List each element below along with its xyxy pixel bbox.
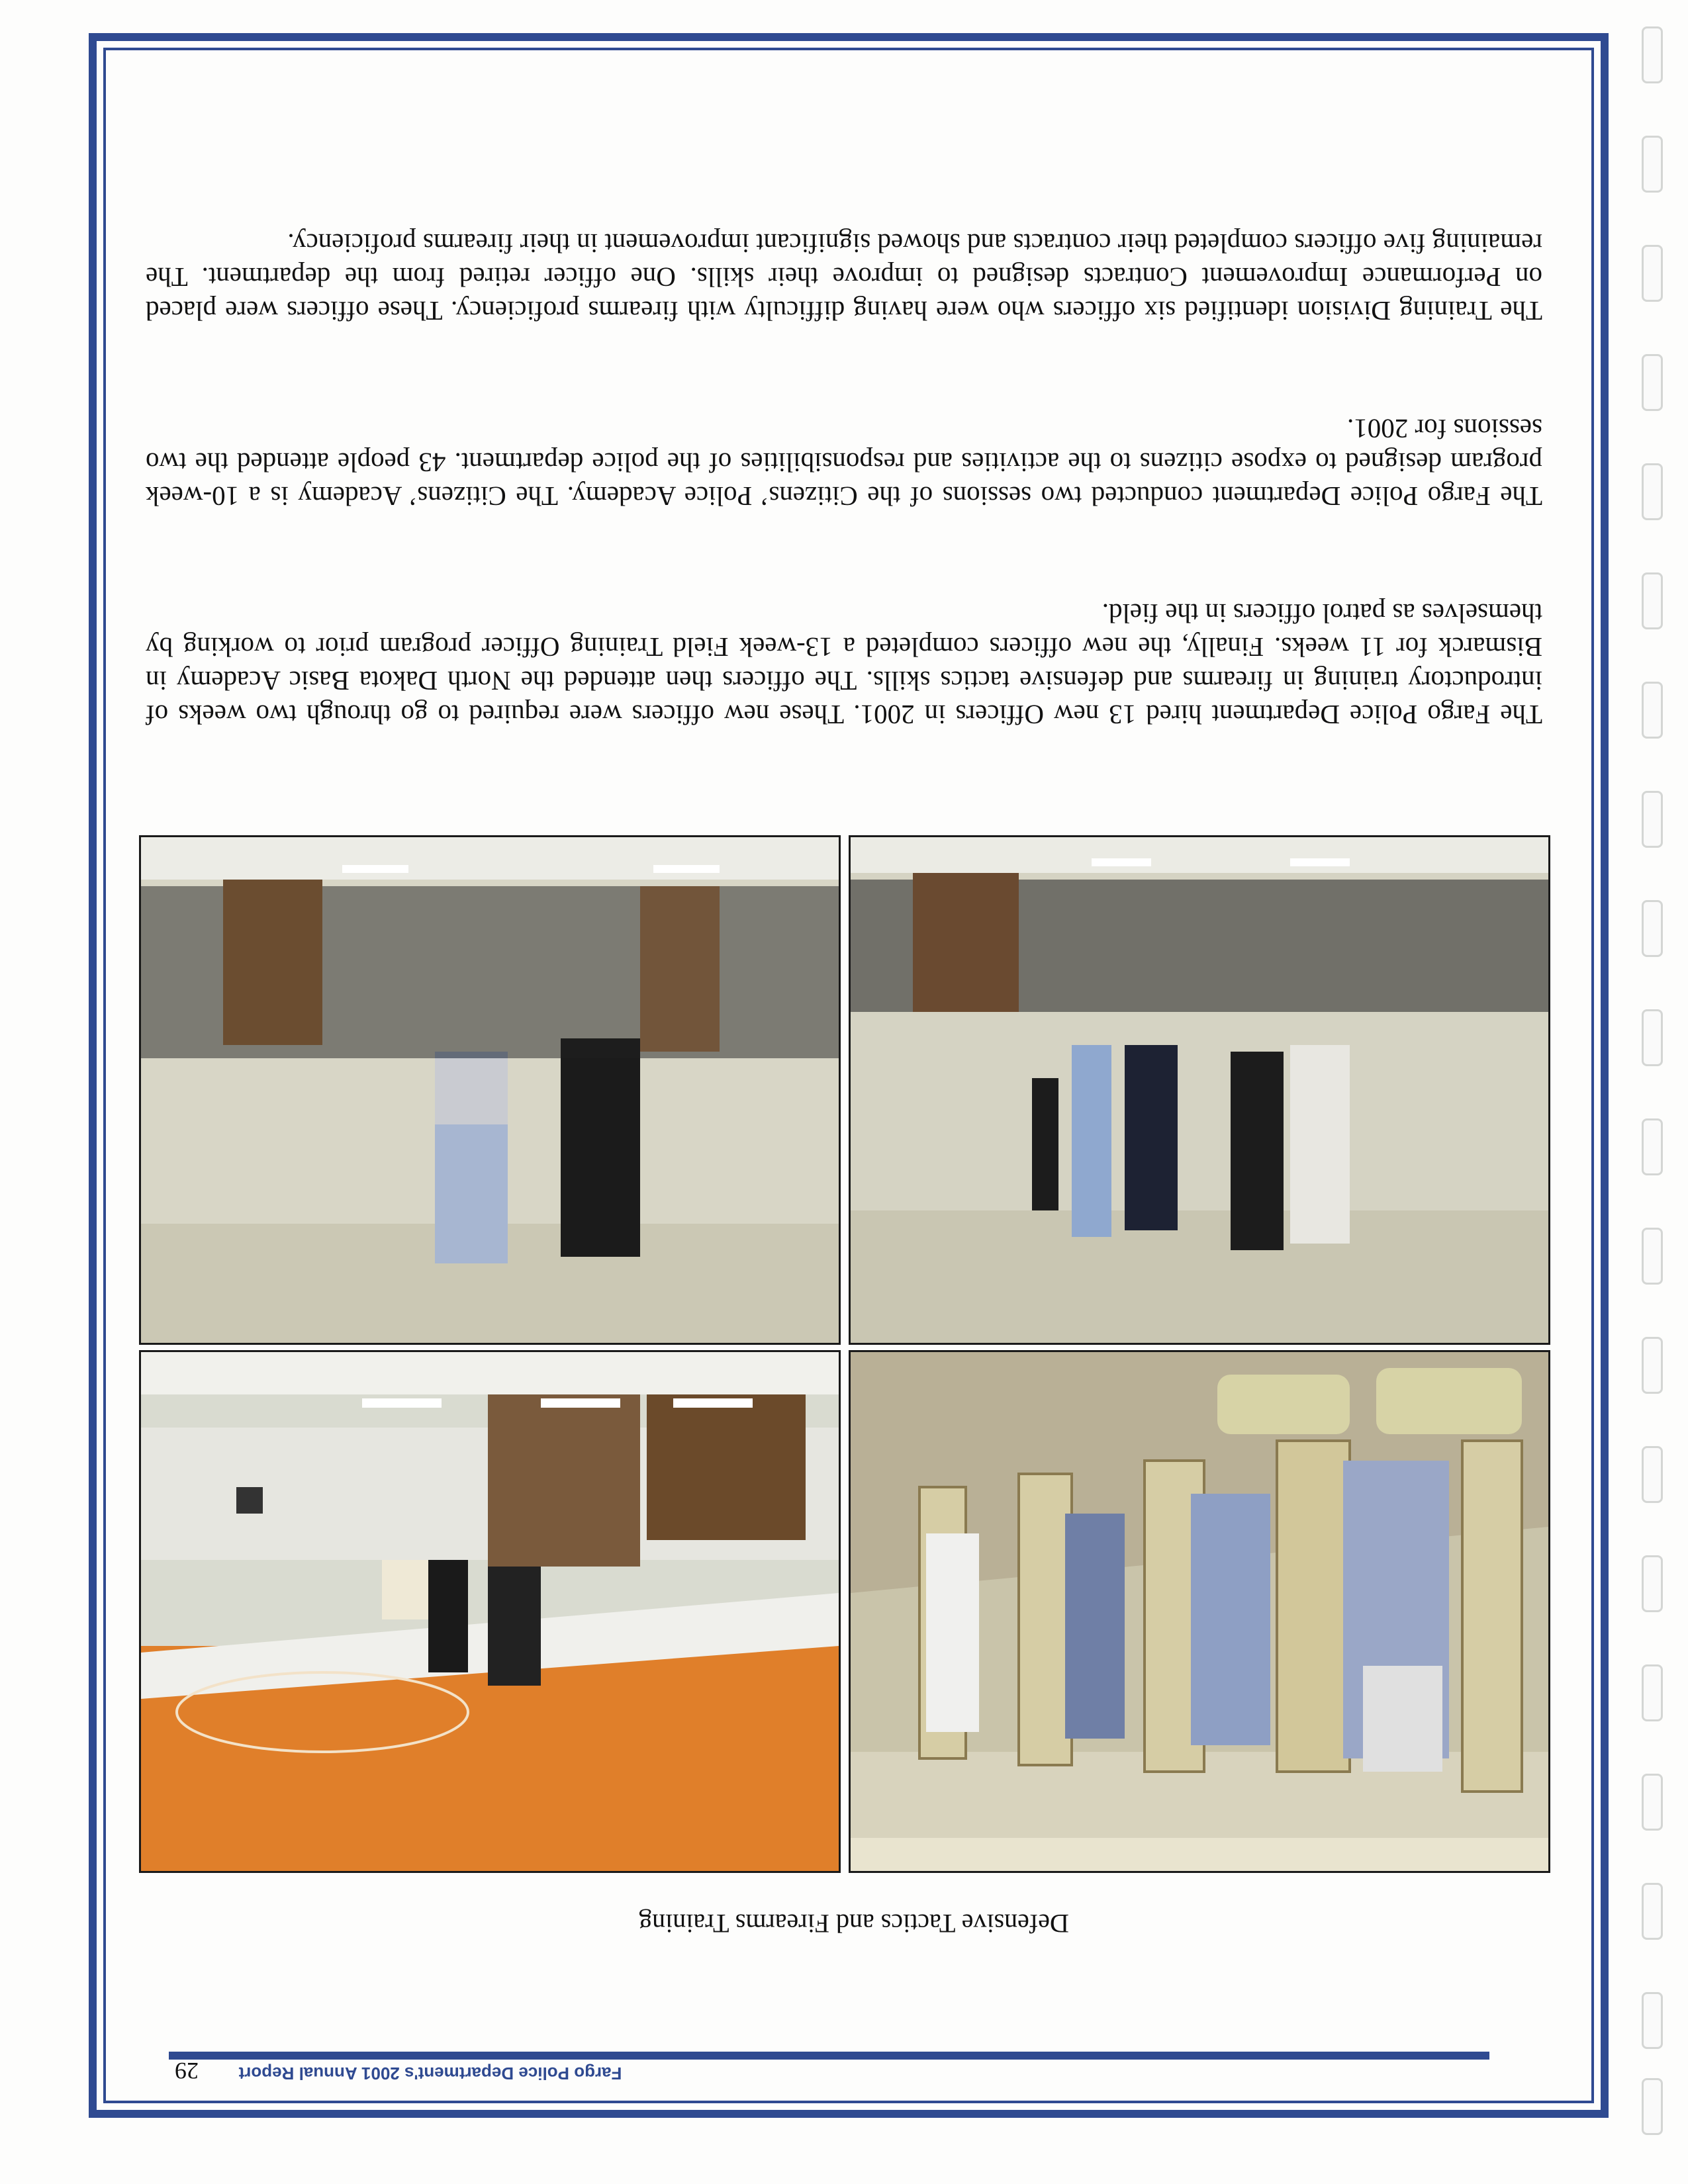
photo-classroom-group xyxy=(849,835,1550,1345)
paragraph-new-officers: The Fargo Police Department hired 13 new Officers in 2001. These new officers were required to go through two weeks of introductory training in firearms and defensive tactics skills. The officers then attended the North Dakota Basic Academy in Bismarck for 11 weeks. Finally, the new officers completed a 13-week Field Training Officer program prior to working by themselves as patrol officers in the field. xyxy=(146,598,1542,730)
photo-firearms-range-image xyxy=(851,1352,1548,1871)
photo-classroom-pair xyxy=(139,835,841,1345)
photo-classroom-pair-image xyxy=(141,837,839,1343)
photo-defensive-tactics-mat-image xyxy=(141,1352,839,1871)
photo-classroom-group-image xyxy=(851,837,1548,1343)
header-rule xyxy=(169,2052,1489,2060)
page-number: 29 xyxy=(175,2058,199,2084)
paragraph-firearms-proficiency: The Training Division identified six officers who were having difficulty with firearms proficiency. These officers were placed on Performance Improvement Contracts designed to improve their skills. One officer retired from the department. The remaining five officers completed their contracts and showed significant improvement in their firearms proficiency. xyxy=(146,228,1542,326)
figure-caption: Defensive Tactics and Firearms Training xyxy=(639,1909,1069,1938)
photo-defensive-tactics-mat xyxy=(139,1350,841,1873)
photo-firearms-range xyxy=(849,1350,1550,1873)
paragraph-citizens-academy: The Fargo Police Department conducted two sessions of the Citizens’ Police Academy. The Citizens’ Academy is a 10-week program designed to expose citizens to the activities and responsibilities of the police department. 43 people attended the two sessions for 2001. xyxy=(146,414,1542,512)
report-title: Fargo Police Department's 2001 Annual Report xyxy=(238,2064,622,2083)
